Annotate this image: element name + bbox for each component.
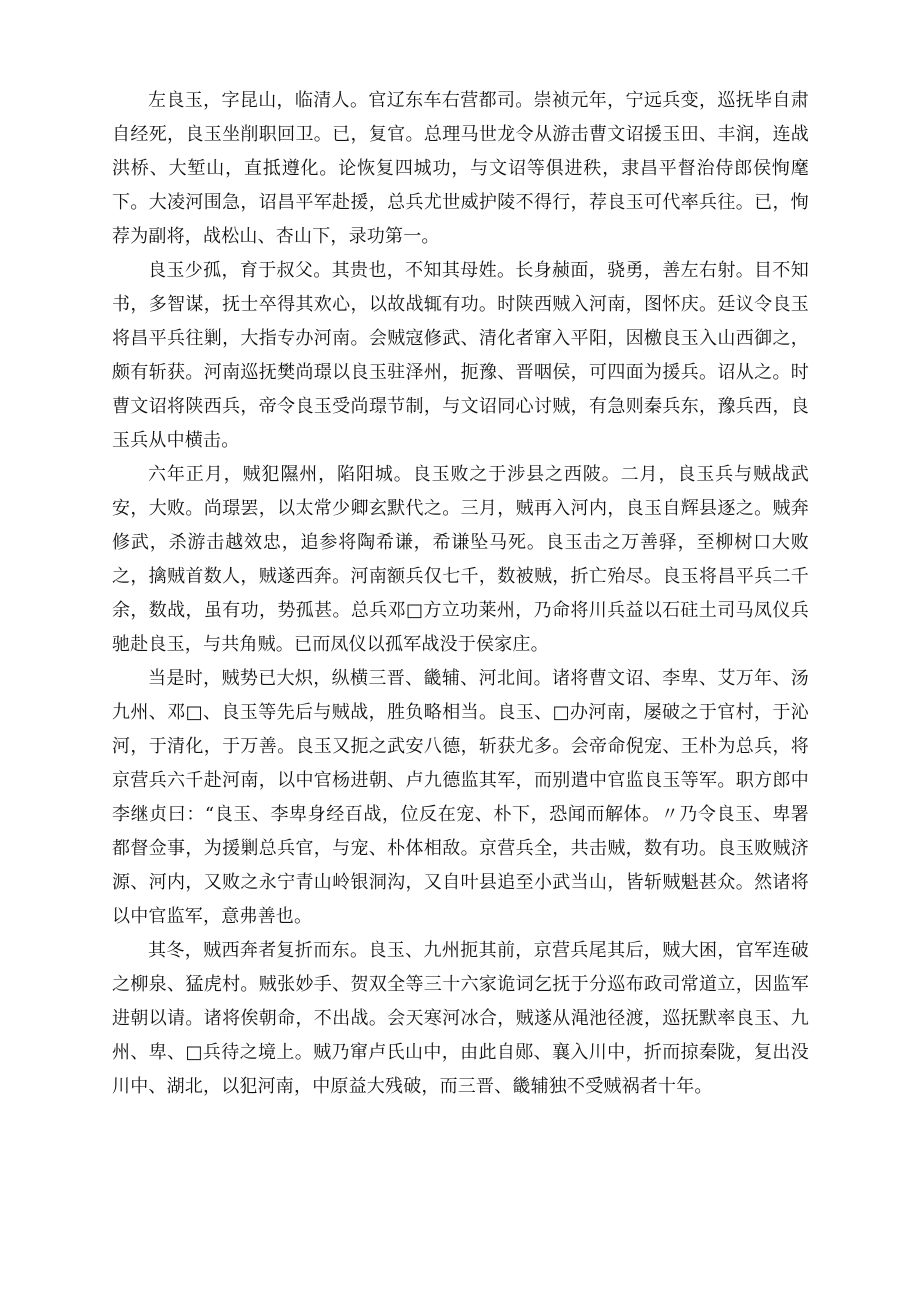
paragraph-3: 六年正月，贼犯隰州，陷阳城。良玉败之于涉县之西陂。二月，良玉兵与贼战武安，大败。尚璟罢，以太常少卿玄默代之。三月，贼再入河内，良玉自辉县逐之。贼奔修武，杀游击越效忠，追参将陶希谦，希谦坠马死。良玉击之万善驿，至柳树口大败之，擒贼首数人，贼遂西奔。河南额兵仅七千，数被贼，折亡殆尽。良玉将昌平兵二千余，数战，虽有功，势孤甚。总兵邓□方立功莱州，乃命将川兵益以石砫土司马凤仪兵驰赴良玉，与共角贼。已而凤仪以孤军战没于侯家庄。 — [112, 464, 809, 655]
paragraph-4: 当是时，贼势已大炽，纵横三晋、畿辅、河北间。诸将曹文诏、李卑、艾万年、汤九州、邓□、良玉等先后与贼战，胜负略相当。良玉、□办河南，屡破之于官村，于沁河，于清化，于万善。良玉又扼之武安八德，斩获尤多。会帝命倪宠、王朴为总兵，将京营兵六千赴河南，以中官杨进朝、卢九德监其军，而别遣中官监良玉等军。职方郎中李继贞曰：“良玉、李卑身经百战，位反在宠、朴下，恐闻而解体。〃乃令良玉、卑署都督佥事，为援剿总兵官，与宠、朴体相敌。京营兵全，共击贼，数有功。良玉败贼济源、河内，又败之永宁青山岭银洞沟，又自叶县追至小武当山，皆斩贼魁甚众。然诸将以中官监军，意弗善也。 — [112, 668, 809, 927]
paragraph-1: 左良玉，字昆山，临清人。官辽东车右营都司。崇祯元年，宁远兵变，巡抚毕自肃自经死，良玉坐削职回卫。已，复官。总理马世龙令从游击曹文诏援玉田、丰润，连战洪桥、大堑山，直抵遵化。论恢复四城功，与文诏等俱进秩，隶昌平督治侍郎侯恂麾下。大凌河围急，诏昌平军赴援，总兵尤世威护陵不得行，荐良玉可代率兵往。已，恂荐为副将，战松山、杏山下，录功第一。 — [112, 90, 809, 247]
paragraph-5: 其冬，贼西奔者复折而东。良玉、九州扼其前，京营兵尾其后，贼大困，官军连破之柳泉、猛虎村。贼张妙手、贺双全等三十六家诡词乞抚于分巡布政司常道立，因监军进朝以请。诸将俟朝命，不出战。会天寒河冰合，贼遂从渑池径渡，巡抚默率良玉、九州、卑、□兵待之境上。贼乃窜卢氏山中，由此自郧、襄入川中，折而掠秦陇，复出没川中、湖北，以犯河南，中原益大残破，而三晋、畿辅独不受贼祸者十年。 — [112, 940, 809, 1097]
paragraph-2: 良玉少孤，育于叔父。其贵也，不知其母姓。长身赪面，骁勇，善左右射。目不知书，多智谋，抚士卒得其欢心，以故战辄有功。时陕西贼入河南，图怀庆。廷议令良玉将昌平兵往剿，大指专办河南。会贼寇修武、清化者窜入平阳，因檄良玉入山西御之，颇有斩获。河南巡抚樊尚璟以良玉驻泽州，扼豫、晋咽侯，可四面为援兵。诏从之。时曹文诏将陕西兵，帝令良玉受尚璟节制，与文诏同心讨贼，有急则秦兵东，豫兵西，良玉兵从中横击。 — [112, 260, 809, 451]
document-body — [112, 84, 809, 1104]
